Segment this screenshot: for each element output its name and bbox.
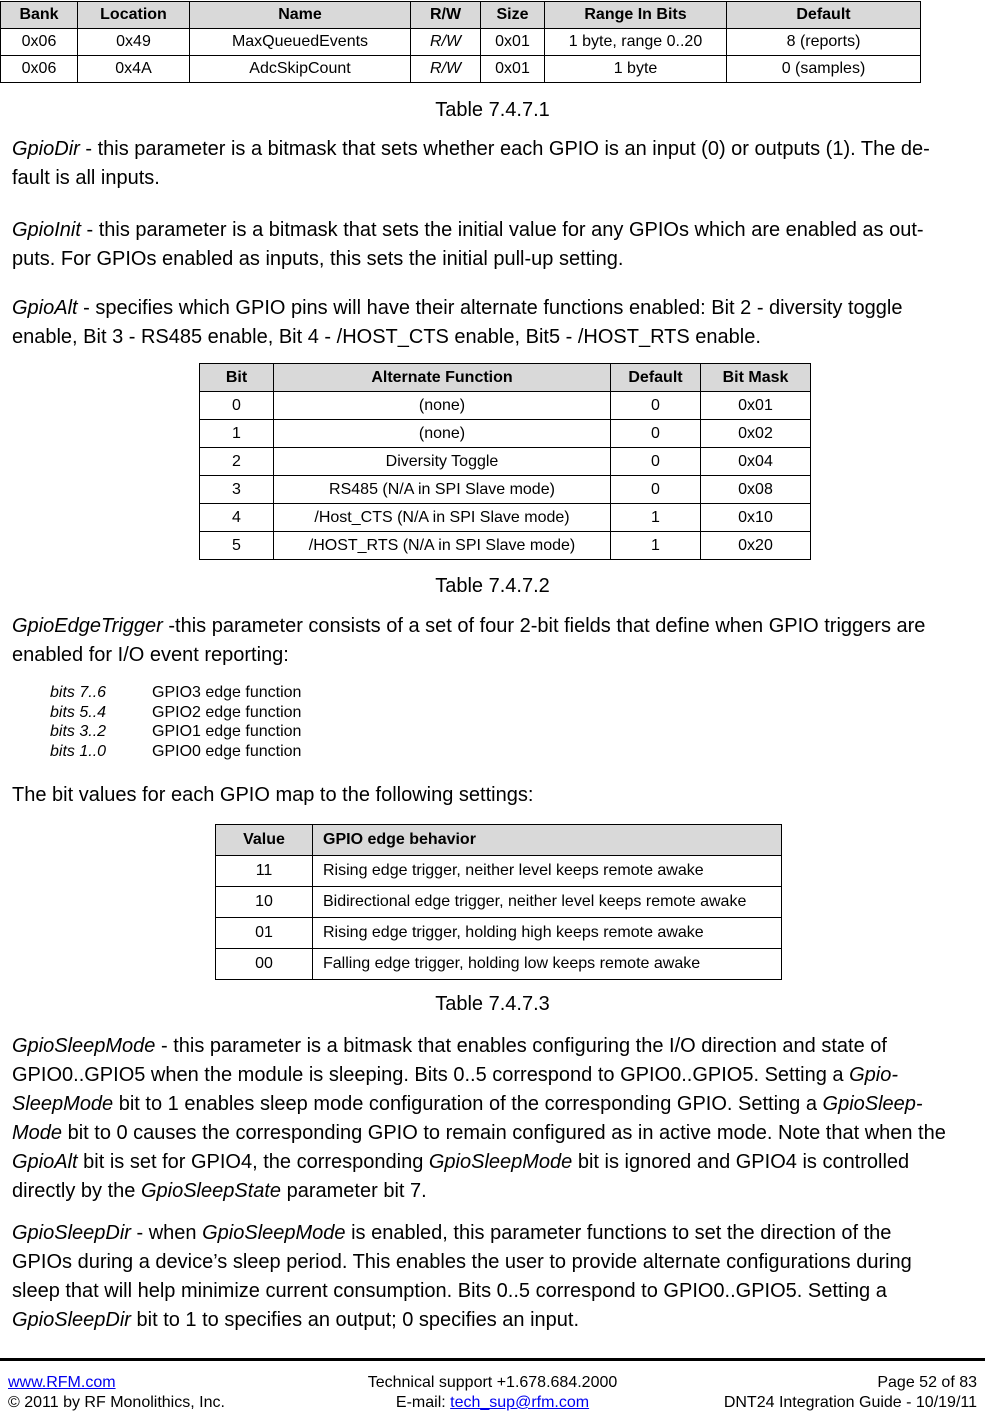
table-cell: 0x20 xyxy=(701,532,811,560)
paragraph-text: - this parameter is a bitmask that enables configuring the I/O direction and state of xyxy=(155,1035,887,1057)
list-item xyxy=(50,742,301,762)
table-cell: 3 xyxy=(200,476,274,504)
table-cell: AdcSkipCount xyxy=(190,56,411,83)
column-header: Bit Mask xyxy=(701,364,811,392)
list-item xyxy=(50,703,301,723)
table-row xyxy=(216,887,782,918)
column-header: Bank xyxy=(1,2,78,29)
table-cell: Diversity Toggle xyxy=(274,448,611,476)
table-header-row xyxy=(216,825,782,856)
bit-range: bits 3..2 xyxy=(50,723,107,740)
table-header-row xyxy=(200,364,811,392)
table-cell: 1 xyxy=(611,504,701,532)
term: SleepMode xyxy=(12,1093,114,1115)
term: GpioSleepDir xyxy=(12,1309,131,1331)
table-cell: /HOST_RTS (N/A in SPI Slave mode) xyxy=(274,532,611,560)
paragraph-text: - when xyxy=(130,1222,203,1244)
table-caption: Table 7.4.7.1 xyxy=(435,99,550,121)
guide-title: DNT24 Integration Guide - 10/19/11 xyxy=(723,1394,977,1411)
table-cell: 8 (reports) xyxy=(727,29,921,56)
paragraph-text: enabled for I/O event reporting: xyxy=(12,644,289,666)
table-cell: 10 xyxy=(216,887,313,918)
term: Gpio- xyxy=(849,1064,898,1086)
term: GpioAlt xyxy=(12,297,78,319)
table-row xyxy=(216,856,782,887)
table-row xyxy=(1,29,921,56)
paragraph-text: parameter bit 7. xyxy=(281,1180,427,1202)
term: GpioSleepState xyxy=(140,1180,282,1202)
alternate-function-table xyxy=(199,363,811,560)
table-cell: 0 xyxy=(611,448,701,476)
paragraph-text: - this parameter is a bitmask that sets whether each GPIO is an input (0) or outputs (1). The de- xyxy=(79,138,930,160)
table-cell: Falling edge trigger, holding low keeps remote awake xyxy=(313,949,782,980)
paragraph-sleepmode xyxy=(12,1032,980,1206)
table-row xyxy=(200,448,811,476)
support-phone: Technical support +1.678.684.2000 xyxy=(367,1374,618,1391)
email-link[interactable]: tech_sup@rfm.com xyxy=(450,1394,590,1411)
paragraph-text: GPIO0..GPIO5 when the module is sleeping. Bits 0..5 correspond to GPIO0..GPIO5. Setting a xyxy=(12,1064,850,1086)
column-header: Default xyxy=(611,364,701,392)
table-cell: 01 xyxy=(216,918,313,949)
term: Mode xyxy=(12,1122,63,1144)
paragraph-text: bit to 1 enables sleep mode configuration of the corresponding GPIO. Setting a xyxy=(113,1093,823,1115)
table-cell: Bidirectional edge trigger, neither level keeps remote awake xyxy=(313,887,782,918)
paragraph-text: directly by the xyxy=(12,1180,141,1202)
table-cell: Rising edge trigger, holding high keeps remote awake xyxy=(313,918,782,949)
table-cell: 0 xyxy=(200,392,274,420)
page-number: Page 52 of 83 xyxy=(877,1374,977,1391)
table-cell: 1 xyxy=(611,532,701,560)
bit-description: GPIO1 edge function xyxy=(152,723,302,740)
column-header: Name xyxy=(190,2,411,29)
register-table xyxy=(0,1,921,83)
table-row xyxy=(200,532,811,560)
table-cell: 0x06 xyxy=(1,29,78,56)
paragraph-sleepdir xyxy=(12,1219,980,1335)
column-header: R/W xyxy=(411,2,481,29)
column-header: Range In Bits xyxy=(545,2,727,29)
bit-description: GPIO2 edge function xyxy=(152,703,302,721)
table-cell: 0 xyxy=(611,392,701,420)
column-header: Location xyxy=(78,2,190,29)
table-cell: (none) xyxy=(274,420,611,448)
table-cell: R/W xyxy=(411,29,481,56)
column-header: Bit xyxy=(200,364,274,392)
table-cell: 2 xyxy=(200,448,274,476)
table-cell: 11 xyxy=(216,856,313,887)
table-row xyxy=(216,949,782,980)
table-cell: 4 xyxy=(200,504,274,532)
table-cell: 0x4A xyxy=(78,56,190,83)
table-cell: 0x01 xyxy=(481,29,545,56)
column-header: Size xyxy=(481,2,545,29)
paragraph-edgetrigger xyxy=(12,612,980,670)
paragraph-text: bit is set for GPIO4, the corresponding xyxy=(77,1151,429,1173)
table-header-row xyxy=(1,2,921,29)
footer-right xyxy=(724,1373,977,1413)
table-cell: 0 xyxy=(611,476,701,504)
table-cell: /Host_CTS (N/A in SPI Slave mode) xyxy=(274,504,611,532)
paragraph-text: fault is all inputs. xyxy=(12,167,160,189)
paragraph-text: - specifies which GPIO pins will have their alternate functions enabled: Bit 2 - diversity toggle xyxy=(77,297,903,319)
table-caption: Table 7.4.7.2 xyxy=(435,575,550,597)
paragraph-text: - this parameter is a bitmask that sets the initial value for any GPIOs which are enabled as out- xyxy=(80,219,924,241)
column-header: Default xyxy=(727,2,921,29)
table-row xyxy=(200,476,811,504)
paragraph-text: puts. For GPIOs enabled as inputs, this sets the initial pull-up setting. xyxy=(12,248,624,270)
term: GpioDir xyxy=(12,138,80,160)
table-cell: (none) xyxy=(274,392,611,420)
table-cell: 0x49 xyxy=(78,29,190,56)
column-header: GPIO edge behavior xyxy=(313,825,782,856)
table-row xyxy=(200,392,811,420)
table-cell: 1 xyxy=(200,420,274,448)
term: GpioSleep- xyxy=(822,1093,923,1115)
term: GpioAlt xyxy=(12,1151,78,1173)
table-row xyxy=(1,56,921,83)
paragraph-text: enable, Bit 3 - RS485 enable, Bit 4 - /HOST_CTS enable, Bit5 - /HOST_RTS enable. xyxy=(12,326,761,348)
table-row xyxy=(200,504,811,532)
table-cell: 00 xyxy=(216,949,313,980)
table-cell: 0x06 xyxy=(1,56,78,83)
paragraph-gpioinit xyxy=(12,216,980,274)
bit-description: GPIO0 edge function xyxy=(152,742,302,760)
table-cell: 0x10 xyxy=(701,504,811,532)
paragraph-text: bit is ignored and GPIO4 is controlled xyxy=(572,1151,910,1173)
footer-divider xyxy=(0,1358,985,1361)
term: GpioInit xyxy=(12,219,81,241)
table-cell: 0x01 xyxy=(701,392,811,420)
paragraph-gpioalt xyxy=(12,294,980,352)
table-cell: 0 (samples) xyxy=(727,56,921,83)
bit-range: bits 1..0 xyxy=(50,742,107,760)
table-cell: 0x01 xyxy=(481,56,545,83)
list-item xyxy=(50,683,301,703)
table-cell: 0 xyxy=(611,420,701,448)
copyright: © 2011 by RF Monolithics, Inc. xyxy=(8,1394,225,1411)
table-cell: Rising edge trigger, neither level keeps remote awake xyxy=(313,856,782,887)
email-label: E-mail: xyxy=(395,1394,451,1411)
term: GpioSleepMode xyxy=(428,1151,573,1173)
table-cell: 0x02 xyxy=(701,420,811,448)
term: GpioSleepMode xyxy=(202,1222,346,1244)
table-caption: Table 7.4.7.3 xyxy=(435,993,550,1015)
table-cell: R/W xyxy=(411,56,481,83)
edge-behavior-table xyxy=(215,824,782,980)
table-row xyxy=(216,918,782,949)
column-header: Alternate Function xyxy=(274,364,611,392)
paragraph-text: bit to 1 to specifies an output; 0 specifies an input. xyxy=(130,1309,580,1331)
term: GpioEdgeTrigger xyxy=(12,615,163,637)
list-item xyxy=(50,722,301,742)
paragraph-text: bit to 0 causes the corresponding GPIO to remain configured as in active mode. Note that when the xyxy=(62,1122,946,1144)
table-cell: 5 xyxy=(200,532,274,560)
bit-range: bits 7..6 xyxy=(50,684,107,701)
paragraph-text: sleep that will help minimize current consumption. Bits 0..5 correspond to GPIO0..GPIO5. Setting a xyxy=(12,1280,887,1302)
table-cell: RS485 (N/A in SPI Slave mode) xyxy=(274,476,611,504)
table-cell: 1 byte, range 0..20 xyxy=(545,29,727,56)
paragraph-text: -this parameter consists of a set of four 2-bit fields that define when GPIO triggers are xyxy=(162,615,926,637)
paragraph-gpiodir xyxy=(12,135,980,193)
paragraph-text: is enabled, this parameter functions to set the direction of the xyxy=(345,1222,892,1244)
column-header: Value xyxy=(216,825,313,856)
bit-range: bits 5..4 xyxy=(50,703,107,721)
website-link[interactable]: www.RFM.com xyxy=(8,1374,116,1391)
term: GpioSleepDir xyxy=(12,1222,131,1244)
table-cell: MaxQueuedEvents xyxy=(190,29,411,56)
paragraph-text: GPIOs during a device’s sleep period. This enables the user to provide alternate configurations during xyxy=(12,1251,912,1273)
term: GpioSleepMode xyxy=(12,1035,156,1057)
bit-field-list xyxy=(50,683,301,761)
table-cell: 0x08 xyxy=(701,476,811,504)
table-cell: 1 byte xyxy=(545,56,727,83)
paragraph-bitvalues: The bit values for each GPIO map to the following settings: xyxy=(12,784,534,806)
table-cell: 0x04 xyxy=(701,448,811,476)
bit-description: GPIO3 edge function xyxy=(152,684,302,701)
table-row xyxy=(200,420,811,448)
